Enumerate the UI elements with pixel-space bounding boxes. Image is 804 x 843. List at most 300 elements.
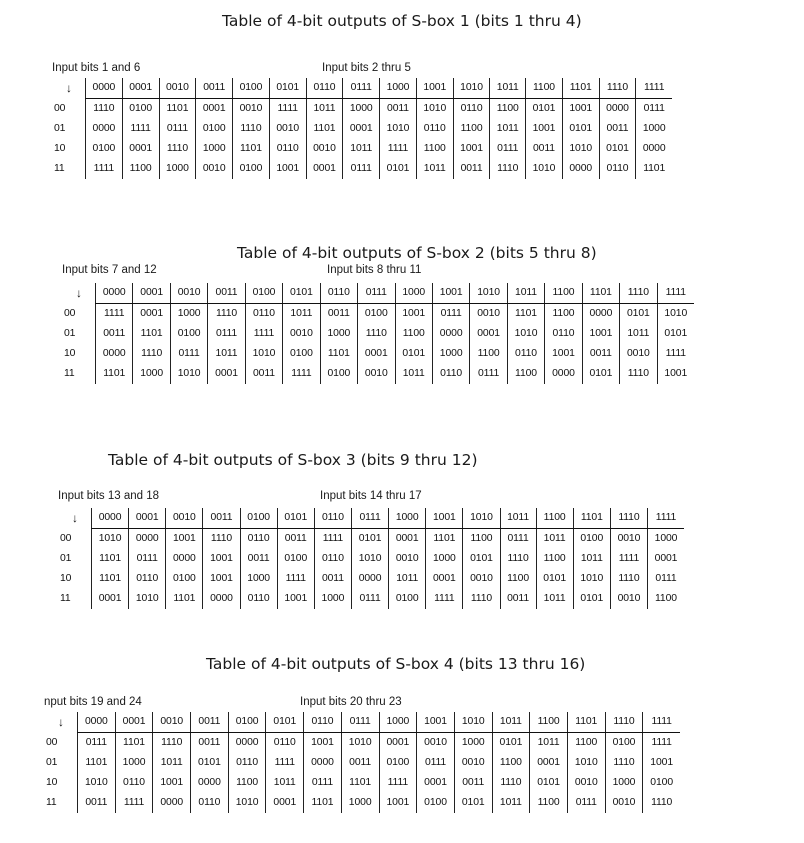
table-cell: 1111 <box>610 549 647 569</box>
table-cell: 1011 <box>536 589 573 609</box>
table-cell: 1110 <box>620 364 657 384</box>
table-cell: 1000 <box>196 139 233 159</box>
column-header: 1001 <box>417 712 455 733</box>
table-cell: 0000 <box>432 324 469 344</box>
table-cell: 0011 <box>500 589 536 609</box>
table-cell: 1001 <box>562 99 599 120</box>
column-header: 0011 <box>208 283 245 304</box>
table-cell: 0010 <box>283 324 320 344</box>
table-cell: 0110 <box>228 753 266 773</box>
column-header: 0101 <box>269 78 306 99</box>
table-cell: 0011 <box>191 733 229 754</box>
row-label: 11 <box>54 163 65 174</box>
column-header: 1011 <box>507 283 544 304</box>
sbox-table <box>58 508 684 609</box>
table-cell: 0100 <box>379 753 417 773</box>
table-cell: 0101 <box>599 139 636 159</box>
table-cell: 1101 <box>507 304 544 325</box>
table-cell: 0110 <box>266 733 304 754</box>
table-cell: 0101 <box>395 344 432 364</box>
table-row <box>62 364 694 384</box>
table-cell: 0000 <box>304 753 342 773</box>
column-header: 0011 <box>191 712 229 733</box>
row-label: 01 <box>64 328 76 339</box>
table-cell: 1110 <box>605 753 643 773</box>
column-header: 1111 <box>636 78 672 99</box>
table-cell: 1100 <box>500 569 536 589</box>
column-header: 1000 <box>380 78 417 99</box>
table-cell: 0000 <box>153 793 191 813</box>
table-cell: 1110 <box>643 793 680 813</box>
table-cell: 0110 <box>115 773 153 793</box>
sbox-title: Table of 4-bit outputs of S-box 4 (bits 13 thru 16) <box>206 655 586 673</box>
table-row <box>52 139 672 159</box>
table-row <box>58 589 684 609</box>
table-cell: 1011 <box>416 159 453 179</box>
sbox-table <box>52 78 672 179</box>
table-cell: 1001 <box>153 773 191 793</box>
table-cell: 0100 <box>573 529 610 550</box>
table-cell: 1101 <box>304 793 342 813</box>
table-cell: 0100 <box>358 304 395 325</box>
table-cell: 1001 <box>545 344 582 364</box>
table-cell: 0101 <box>454 793 492 813</box>
table-cell: 1110 <box>233 119 270 139</box>
table-cell: 0100 <box>166 569 203 589</box>
column-input-caption: Input bits 20 thru 23 <box>300 696 402 708</box>
table-row <box>62 344 694 364</box>
table-cell: 0010 <box>463 569 500 589</box>
table-cell: 0101 <box>657 324 694 344</box>
table-cell: 0111 <box>208 324 245 344</box>
table-cell: 1001 <box>453 139 490 159</box>
table-cell: 1011 <box>536 529 573 550</box>
table-cell: 0011 <box>240 549 277 569</box>
row-label: 10 <box>54 143 66 154</box>
column-header: 1111 <box>643 712 680 733</box>
row-label: 11 <box>64 368 75 379</box>
table-cell: 1110 <box>490 159 526 179</box>
table-cell: 1100 <box>395 324 432 344</box>
table-cell: 1000 <box>159 159 196 179</box>
table-cell: 1110 <box>500 549 536 569</box>
table-cell: 0001 <box>196 99 233 120</box>
sbox-title: Table of 4-bit outputs of S-box 2 (bits 5 thru 8) <box>237 244 597 262</box>
table-cell: 0100 <box>233 159 270 179</box>
table-cell: 0000 <box>351 569 388 589</box>
table-cell: 0110 <box>416 119 453 139</box>
column-header: 1011 <box>490 78 526 99</box>
table-cell: 1010 <box>416 99 453 120</box>
table-cell: 1110 <box>208 304 245 325</box>
table-cell: 1000 <box>240 569 277 589</box>
column-header: 0001 <box>115 712 153 733</box>
table-cell: 0110 <box>129 569 166 589</box>
column-header: 0010 <box>170 283 207 304</box>
table-cell: 1100 <box>567 733 605 754</box>
table-header-row <box>58 508 684 529</box>
column-header: 0101 <box>283 283 320 304</box>
table-cell: 0010 <box>470 304 507 325</box>
table-cell: 0010 <box>620 344 657 364</box>
table-row <box>44 793 680 813</box>
column-header: 1100 <box>545 283 582 304</box>
table-cell: 0111 <box>343 159 380 179</box>
table-cell: 0100 <box>277 549 314 569</box>
column-header: 0101 <box>266 712 304 733</box>
table-row <box>58 529 684 550</box>
column-header: 0111 <box>341 712 379 733</box>
table-cell: 0110 <box>314 549 351 569</box>
table-cell: 0011 <box>582 344 619 364</box>
table-cell: 0101 <box>463 549 500 569</box>
table-cell: 1000 <box>115 753 153 773</box>
table-cell: 1010 <box>526 159 563 179</box>
table-cell: 0001 <box>470 324 507 344</box>
column-header: 0010 <box>153 712 191 733</box>
table-cell: 0010 <box>610 589 647 609</box>
table-cell: 1011 <box>153 753 191 773</box>
table-cell: 0000 <box>228 733 266 754</box>
table-cell: 1101 <box>159 99 196 120</box>
table-cell: 1010 <box>78 773 116 793</box>
column-header: 1111 <box>657 283 694 304</box>
column-header: 0011 <box>196 78 233 99</box>
table-cell: 1011 <box>343 139 380 159</box>
table-cell: 1001 <box>379 793 417 813</box>
table-cell: 1011 <box>389 569 426 589</box>
table-cell: 0111 <box>636 99 672 120</box>
table-cell: 0000 <box>545 364 582 384</box>
table-cell: 1001 <box>657 364 694 384</box>
table-cell: 0111 <box>490 139 526 159</box>
table-cell: 0000 <box>636 139 672 159</box>
column-header: 0110 <box>320 283 357 304</box>
row-label: 10 <box>60 573 72 584</box>
table-cell: 1101 <box>115 733 153 754</box>
table-cell: 0100 <box>122 99 159 120</box>
table-cell: 1000 <box>454 733 492 754</box>
column-header: 1100 <box>536 508 573 529</box>
table-cell: 1111 <box>269 99 306 120</box>
table-cell: 1100 <box>648 589 685 609</box>
column-header: 0011 <box>203 508 240 529</box>
table-row <box>58 549 684 569</box>
table-cell: 0000 <box>86 119 123 139</box>
column-header: 0000 <box>92 508 129 529</box>
column-header: 1000 <box>379 712 417 733</box>
table-cell: 0110 <box>240 529 277 550</box>
table-cell: 1111 <box>86 159 123 179</box>
column-header: 0000 <box>86 78 123 99</box>
table-cell: 1011 <box>490 119 526 139</box>
table-cell: 0100 <box>86 139 123 159</box>
table-cell: 1000 <box>343 99 380 120</box>
table-cell: 0010 <box>306 139 343 159</box>
table-cell: 0101 <box>380 159 417 179</box>
column-header: 1000 <box>389 508 426 529</box>
table-row <box>58 569 684 589</box>
table-cell: 0101 <box>582 364 619 384</box>
column-header: 1101 <box>573 508 610 529</box>
table-cell: 1100 <box>416 139 453 159</box>
column-header: 1110 <box>605 712 643 733</box>
table-cell: 1111 <box>643 733 680 754</box>
table-cell: 0011 <box>96 324 133 344</box>
table-cell: 1111 <box>96 304 133 325</box>
table-cell: 1110 <box>153 733 191 754</box>
down-arrow-icon: ↓ <box>66 81 72 96</box>
table-cell: 1100 <box>492 753 530 773</box>
table-cell: 1010 <box>228 793 266 813</box>
table-cell: 0100 <box>170 324 207 344</box>
table-cell: 1110 <box>358 324 395 344</box>
table-cell: 1010 <box>92 529 129 550</box>
table-cell: 1011 <box>492 793 530 813</box>
table-cell: 0001 <box>426 569 463 589</box>
table-cell: 0100 <box>196 119 233 139</box>
table-cell: 1100 <box>490 99 526 120</box>
table-cell: 1011 <box>306 99 343 120</box>
table-cell: 1101 <box>341 773 379 793</box>
table-cell: 1101 <box>96 364 133 384</box>
table-cell: 1101 <box>426 529 463 550</box>
column-header: 1000 <box>395 283 432 304</box>
column-header: 0110 <box>306 78 343 99</box>
table-cell: 0111 <box>470 364 507 384</box>
table-cell: 0101 <box>620 304 657 325</box>
column-header: 1010 <box>470 283 507 304</box>
column-header: 1110 <box>599 78 636 99</box>
table-cell: 0001 <box>530 753 568 773</box>
table-cell: 0001 <box>133 304 170 325</box>
table-cell: 1110 <box>86 99 123 120</box>
table-cell: 1011 <box>208 344 245 364</box>
table-cell: 1110 <box>492 773 530 793</box>
table-cell: 1110 <box>133 344 170 364</box>
sbox-table <box>44 712 680 813</box>
table-cell: 0111 <box>170 344 207 364</box>
row-input-caption: Input bits 7 and 12 <box>62 264 157 276</box>
table-cell: 0100 <box>643 773 680 793</box>
table-cell: 0101 <box>530 773 568 793</box>
table-cell: 1111 <box>314 529 351 550</box>
column-header: 0100 <box>240 508 277 529</box>
column-header: 0001 <box>133 283 170 304</box>
table-row <box>44 773 680 793</box>
table-cell: 1100 <box>545 304 582 325</box>
table-cell: 1000 <box>426 549 463 569</box>
table-cell: 1011 <box>266 773 304 793</box>
row-label: 01 <box>60 553 72 564</box>
table-cell: 1011 <box>530 733 568 754</box>
table-cell: 1101 <box>636 159 672 179</box>
table-cell: 1101 <box>92 569 129 589</box>
column-header: 0100 <box>233 78 270 99</box>
table-cell: 1010 <box>245 344 282 364</box>
down-arrow-icon: ↓ <box>72 511 78 526</box>
row-label: 01 <box>54 123 66 134</box>
table-row <box>44 753 680 773</box>
table-cell: 1010 <box>351 549 388 569</box>
table-cell: 1100 <box>536 549 573 569</box>
row-label: 00 <box>46 736 58 748</box>
table-cell: 1011 <box>395 364 432 384</box>
column-header: 0001 <box>129 508 166 529</box>
table-cell: 0111 <box>351 589 388 609</box>
table-cell: 0000 <box>582 304 619 325</box>
table-cell: 0101 <box>492 733 530 754</box>
table-cell: 0001 <box>417 773 455 793</box>
column-header: 0000 <box>96 283 133 304</box>
table-cell: 0011 <box>341 753 379 773</box>
column-header: 0100 <box>228 712 266 733</box>
row-label: 00 <box>54 102 66 114</box>
table-cell: 0001 <box>122 139 159 159</box>
table-cell: 1110 <box>203 529 240 550</box>
table-cell: 1100 <box>122 159 159 179</box>
table-cell: 0000 <box>96 344 133 364</box>
table-cell: 1101 <box>92 549 129 569</box>
column-header: 1010 <box>453 78 490 99</box>
table-cell: 0111 <box>432 304 469 325</box>
table-cell: 0000 <box>191 773 229 793</box>
column-header: 1101 <box>582 283 619 304</box>
down-arrow-icon: ↓ <box>76 286 82 301</box>
column-header: 1001 <box>416 78 453 99</box>
table-cell: 1001 <box>395 304 432 325</box>
table-cell: 0100 <box>283 344 320 364</box>
table-cell: 0110 <box>453 99 490 120</box>
column-header: 0111 <box>351 508 388 529</box>
column-header: 0110 <box>314 508 351 529</box>
table-cell: 0110 <box>599 159 636 179</box>
table-cell: 0110 <box>240 589 277 609</box>
column-header: 1110 <box>610 508 647 529</box>
table-cell: 1010 <box>657 304 694 325</box>
column-header: 1100 <box>526 78 563 99</box>
column-header: 0111 <box>358 283 395 304</box>
table-cell: 1101 <box>233 139 270 159</box>
table-cell: 1101 <box>133 324 170 344</box>
table-cell: 0000 <box>203 589 240 609</box>
column-header: 1001 <box>426 508 463 529</box>
table-cell: 1110 <box>159 139 196 159</box>
table-cell: 0000 <box>599 99 636 120</box>
table-cell: 1101 <box>78 753 116 773</box>
table-cell: 1010 <box>507 324 544 344</box>
table-cell: 0001 <box>266 793 304 813</box>
table-cell: 1001 <box>203 569 240 589</box>
table-cell: 1111 <box>657 344 694 364</box>
table-cell: 1111 <box>245 324 282 344</box>
table-cell: 0010 <box>233 99 270 120</box>
table-cell: 0001 <box>389 529 426 550</box>
table-cell: 0010 <box>454 753 492 773</box>
table-cell: 1001 <box>166 529 203 550</box>
row-label: 10 <box>64 348 76 359</box>
row-input-caption: Input bits 1 and 6 <box>52 62 141 74</box>
table-header-row <box>52 78 672 99</box>
table-cell: 0110 <box>545 324 582 344</box>
table-cell: 0100 <box>417 793 455 813</box>
table-cell: 0011 <box>526 139 563 159</box>
table-cell: 1110 <box>463 589 500 609</box>
table-cell: 1001 <box>277 589 314 609</box>
table-row <box>52 99 672 120</box>
table-cell: 0000 <box>129 529 166 550</box>
table-cell: 1111 <box>266 753 304 773</box>
table-cell: 0110 <box>245 304 282 325</box>
column-header: 0010 <box>166 508 203 529</box>
table-row <box>52 159 672 179</box>
table-cell: 1011 <box>283 304 320 325</box>
row-label: 00 <box>64 307 76 319</box>
column-header: 0101 <box>277 508 314 529</box>
column-header: 1101 <box>562 78 599 99</box>
table-cell: 0001 <box>343 119 380 139</box>
table-cell: 0110 <box>191 793 229 813</box>
column-header: 0001 <box>122 78 159 99</box>
row-label: 00 <box>60 532 72 544</box>
table-cell: 0100 <box>605 733 643 754</box>
table-row <box>62 324 694 344</box>
table-cell: 0010 <box>269 119 306 139</box>
table-cell: 0100 <box>320 364 357 384</box>
table-row <box>44 733 680 754</box>
table-cell: 0011 <box>454 773 492 793</box>
table-cell: 0010 <box>610 529 647 550</box>
column-header: 0010 <box>159 78 196 99</box>
table-cell: 0110 <box>507 344 544 364</box>
sbox-table <box>62 283 694 384</box>
table-row <box>62 304 694 325</box>
table-cell: 1101 <box>166 589 203 609</box>
column-header: 0100 <box>245 283 282 304</box>
column-input-caption: Input bits 14 thru 17 <box>320 490 422 502</box>
table-cell: 1100 <box>463 529 500 550</box>
table-cell: 0011 <box>453 159 490 179</box>
table-cell: 0101 <box>562 119 599 139</box>
table-cell: 1111 <box>115 793 153 813</box>
table-cell: 0001 <box>648 549 685 569</box>
table-cell: 1100 <box>530 793 568 813</box>
table-cell: 1010 <box>170 364 207 384</box>
column-header: 0000 <box>78 712 116 733</box>
table-cell: 0111 <box>159 119 196 139</box>
table-cell: 1001 <box>526 119 563 139</box>
table-cell: 0001 <box>92 589 129 609</box>
table-cell: 0000 <box>562 159 599 179</box>
table-cell: 0000 <box>166 549 203 569</box>
table-cell: 0010 <box>358 364 395 384</box>
table-cell: 0011 <box>380 99 417 120</box>
table-cell: 0011 <box>320 304 357 325</box>
table-cell: 0111 <box>304 773 342 793</box>
table-cell: 0001 <box>358 344 395 364</box>
table-cell: 0111 <box>648 569 685 589</box>
table-cell: 0111 <box>129 549 166 569</box>
table-cell: 0101 <box>573 589 610 609</box>
column-header: 1110 <box>620 283 657 304</box>
table-cell: 1011 <box>620 324 657 344</box>
table-cell: 0011 <box>599 119 636 139</box>
table-cell: 1111 <box>277 569 314 589</box>
table-cell: 0111 <box>567 793 605 813</box>
table-cell: 0011 <box>245 364 282 384</box>
table-cell: 1001 <box>304 733 342 754</box>
table-cell: 1100 <box>228 773 266 793</box>
